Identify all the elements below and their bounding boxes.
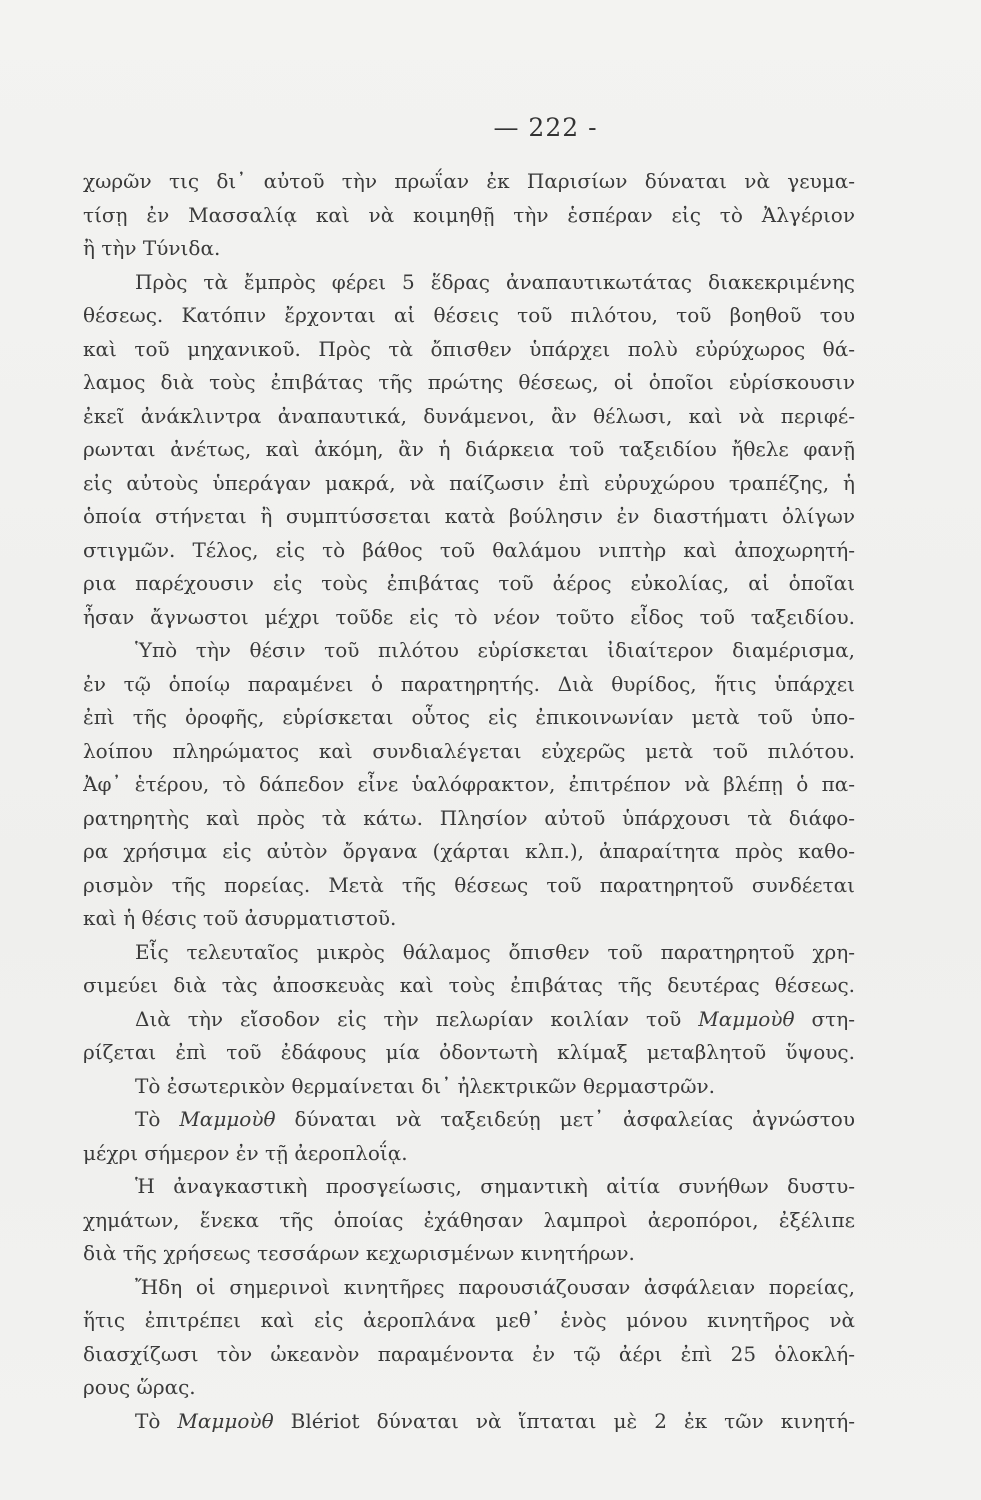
text-line: Πρὸς τὰ ἔμπρὸς φέρει 5 ἕδρας ἀναπαυτικωτάτας διακεκριμένης [135, 269, 855, 294]
text-line: ρίζεται ἐπὶ τοῦ ἐδάφους μία ὀδοντωτὴ κλίμαξ μεταβλητοῦ ὕψους. [83, 1040, 855, 1064]
text-line: Ἤδη οἱ σημερινοὶ κινητῆρες παρουσιάζουσαν ἀσφάλειαν πορείας, [135, 1274, 855, 1299]
text-line: Τὸ Μαμμοὺθ δύναται νὰ ταξειδεύῃ μετ᾽ ἀσφαλείας ἀγνώστου [135, 1107, 855, 1131]
page-number: — 222 - [493, 113, 598, 142]
text-line: τίσῃ ἐν Μασσαλίᾳ καὶ νὰ κοιμηθῇ τὴν ἑσπέραν εἰς τὸ Ἀλγέριον [83, 202, 855, 227]
text-line: ἦσαν ἄγνωστοι μέχρι τοῦδε εἰς τὸ νέον τοῦτο εἶδος τοῦ ταξειδίου. [83, 604, 855, 629]
text-line: Ἡ ἀναγκαστικὴ προσγείωσις, σημαντικὴ αἰτία συνήθων δυστυ- [135, 1174, 855, 1198]
text-line: ἢ τὴν Τύνιδα. [83, 236, 221, 260]
body-text [83, 165, 855, 1438]
text-line: ρισμὸν τῆς πορείας. Μετὰ τῆς θέσεως τοῦ παρατηρητοῦ συνδέεται [83, 872, 855, 897]
text-line: Εἷς τελευταῖος μικρὸς θάλαμος ὄπισθεν τοῦ παρατηρητοῦ χρη- [135, 939, 855, 964]
text-line: σιμεύει διὰ τὰς ἀποσκευὰς καὶ τοὺς ἐπιβάτας τῆς δευτέρας θέσεως. [83, 973, 855, 997]
text-line: Τὸ Μαμμοὺθ Blériot δύναται νὰ ἵπταται μὲ 2 ἐκ τῶν κινητή- [135, 1408, 855, 1433]
text-line: στιγμῶν. Τέλος, εἰς τὸ βάθος τοῦ θαλάμου νιπτὴρ καὶ ἀποχωρητή- [83, 537, 855, 562]
text-line: καὶ ἡ θέσις τοῦ ἀσυρματιστοῦ. [83, 906, 397, 930]
text-line: θέσεως. Κατόπιν ἔρχονται αἱ θέσεις τοῦ πιλότου, τοῦ βοηθοῦ του [83, 303, 855, 327]
text-line: διὰ τῆς χρήσεως τεσσάρων κεχωρισμένων κινητήρων. [83, 1241, 635, 1265]
text-line: ἥτις ἐπιτρέπει καὶ εἰς ἀεροπλάνα μεθ᾽ ἑνὸς μόνου κινητῆρος νὰ [83, 1308, 855, 1332]
text-line: ρια παρέχουσιν εἰς τοὺς ἐπιβάτας τοῦ ἀέρος εὐκολίας, αἱ ὁποῖαι [83, 571, 855, 595]
text-line: Ἀφ᾽ ἑτέρου, τὸ δάπεδον εἶνε ὑαλόφρακτον, ἐπιτρέπον νὰ βλέπῃ ὁ πα- [83, 772, 855, 796]
text-line: χημάτων, ἕνεκα τῆς ὁποίας ἐχάθησαν λαμπροὶ ἀεροπόροι, ἐξέλιπε [83, 1207, 855, 1232]
text-line: ρατηρητὴς καὶ πρὸς τὰ κάτω. Πλησίον αὐτοῦ ὑπάρχουσι τὰ διάφο- [83, 805, 855, 830]
text-line: Ὑπὸ τὴν θέσιν τοῦ πιλότου εὑρίσκεται ἰδιαίτερον διαμέρισμα, [135, 638, 855, 662]
text-line: ρους ὥρας. [83, 1375, 196, 1399]
text-line: χωρῶν τις δι᾽ αὐτοῦ τὴν πρωΐαν ἐκ Παρισίων δύναται νὰ γευμα- [83, 169, 855, 193]
text-line: μέχρι σήμερον ἐν τῇ ἀεροπλοΐᾳ. [83, 1140, 408, 1165]
text-line: Διὰ τὴν εἴσοδον εἰς τὴν πελωρίαν κοιλίαν τοῦ Μαμμοὺθ στη- [135, 1006, 855, 1031]
text-line: λαμος διὰ τοὺς ἐπιβάτας τῆς πρώτης θέσεως, οἱ ὁποῖοι εὑρίσκουσιν [83, 370, 855, 394]
text-line: ἐκεῖ ἀνάκλιντρα ἀναπαυτικά, δυνάμενοι, ἂν θέλωσι, καὶ νὰ περιφέ- [83, 403, 855, 428]
text-line: εἰς αὐτοὺς ὑπεράγαν μακρά, νὰ παίζωσιν ἐπὶ εὐρυχώρου τραπέζης, ἡ [83, 470, 855, 495]
text-line: διασχίζωσι τὸν ὠκεανὸν παραμένοντα ἐν τῷ ἀέρι ἐπὶ 25 ὁλοκλή- [83, 1341, 855, 1366]
text-line: ρωνται ἀνέτως, καὶ ἀκόμη, ἂν ἡ διάρκεια τοῦ ταξειδίου ἤθελε φανῇ [83, 437, 855, 461]
text-line: λοίπου πληρώματος καὶ συνδιαλέγεται εὐχερῶς μετὰ τοῦ πιλότου. [83, 738, 855, 763]
text-line: Τὸ ἐσωτερικὸν θερμαίνεται δι᾽ ἠλεκτρικῶν θερμαστρῶν. [135, 1073, 716, 1098]
text-line: καὶ τοῦ μηχανικοῦ. Πρὸς τὰ ὄπισθεν ὑπάρχει πολὺ εὐρύχωρος θά- [83, 336, 855, 361]
text-line: ὁποία στήνεται ἢ συμπτύσσεται κατὰ βούλησιν ἐν διαστήματι ὀλίγων [83, 504, 855, 528]
text-line: ἐν τῷ ὁποίῳ παραμένει ὁ παρατηρητής. Διὰ θυρίδος, ἥτις ὑπάρχει [83, 671, 855, 696]
text-line: ἐπὶ τῆς ὀροφῆς, εὑρίσκεται οὗτος εἰς ἐπικοινωνίαν μετὰ τοῦ ὑπο- [83, 705, 855, 729]
text-line: ρα χρήσιμα εἰς αὐτὸν ὄργανα (χάρται κλπ.), ἀπαραίτητα πρὸς καθο- [83, 839, 855, 863]
